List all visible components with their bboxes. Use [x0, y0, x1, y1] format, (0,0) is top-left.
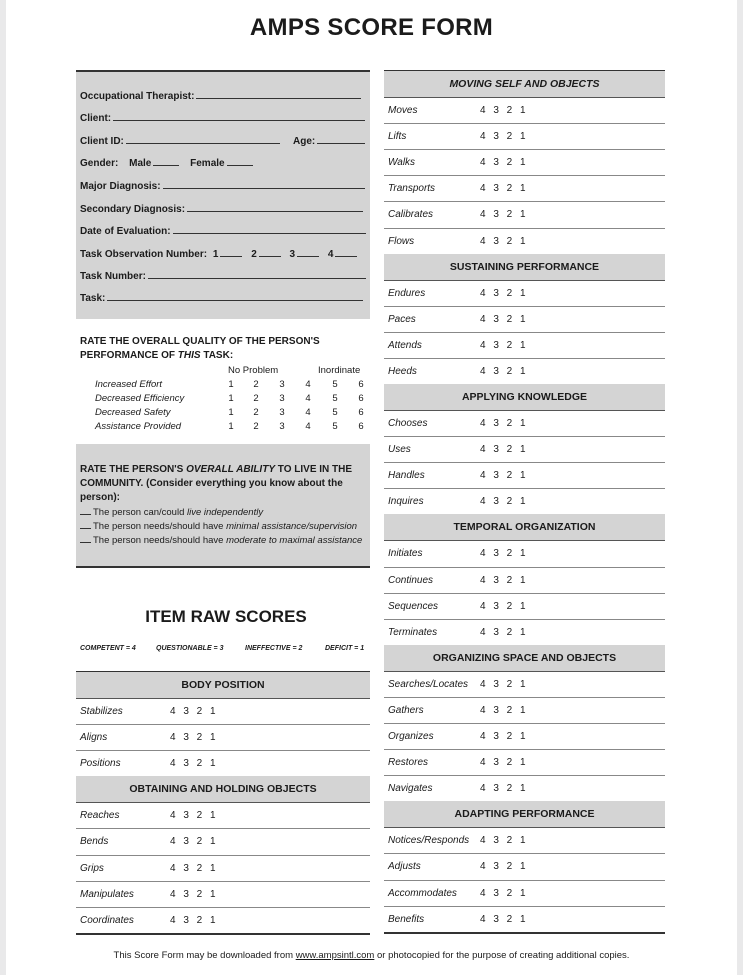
item-label: Stabilizes [80, 706, 123, 717]
item-label: Walks [388, 157, 416, 169]
ability-option-prefix: The person needs/should have [93, 535, 227, 546]
quality-rating-option[interactable]: 4 [305, 421, 311, 432]
item-label: Grips [80, 862, 104, 874]
footer-link[interactable]: www.ampsintl.com [295, 950, 375, 961]
item-raw-scores-heading: ITEM RAW SCORES [145, 607, 307, 626]
item-score-options[interactable]: 4 3 2 1 [480, 574, 526, 586]
item-score-options[interactable]: 4 3 2 1 [480, 496, 526, 508]
score-key-item: DEFICIT = 1 [325, 645, 365, 652]
item-score-options[interactable]: 4 3 2 1 [480, 365, 526, 377]
task-field[interactable] [107, 299, 363, 301]
item-score-options[interactable]: 4 3 2 1 [480, 287, 526, 299]
item-score-options[interactable]: 4 3 2 1 [480, 626, 526, 638]
ability-option[interactable] [80, 506, 263, 518]
row-rule [76, 907, 370, 908]
overall-ability-heading-3: person): [80, 492, 120, 503]
ability-option-level: minimal assistance/supervision [226, 521, 358, 532]
gender-label: Gender: Male Female [80, 158, 253, 169]
major-diagnosis-field[interactable] [163, 187, 365, 189]
quality-rating-option[interactable]: 2 [253, 379, 259, 390]
item-label: Flows [388, 235, 415, 247]
overall-ability-box [76, 444, 370, 566]
section-header: SUSTAINING PERFORMANCE [449, 260, 600, 273]
section-header: APPLYING KNOWLEDGE [461, 391, 588, 403]
section-header: OBTAINING AND HOLDING OBJECTS [129, 783, 317, 796]
item-label: Notices/Responds [388, 835, 470, 847]
ability-option-prefix: The person needs/should have [93, 521, 227, 532]
item-label: Chooses [388, 418, 428, 429]
item-label: Searches/Locates [388, 678, 469, 690]
item-label: Organizes [388, 731, 434, 742]
row-rule [76, 750, 370, 751]
item-label: Manipulates [80, 888, 134, 900]
item-score-options[interactable]: 4 3 2 1 [480, 183, 526, 195]
overall-quality-heading-2: PERFORMANCE OF THIS TASK: [80, 350, 234, 361]
item-score-options[interactable]: 4 3 2 1 [480, 913, 526, 925]
ability-checkbox-blank[interactable] [80, 520, 91, 529]
row-rule [384, 201, 665, 202]
age-field[interactable] [317, 142, 365, 144]
overall-ability-bottom-rule [76, 566, 370, 568]
item-score-options[interactable]: 4 3 2 1 [480, 209, 526, 221]
age-label: Age: [293, 136, 365, 147]
form-title: AMPS SCORE FORM [249, 14, 494, 41]
quality-rating-option[interactable]: 6 [358, 393, 364, 404]
item-score-options[interactable]: 4 3 2 1 [170, 810, 216, 822]
item-label: Moves [388, 105, 418, 116]
item-score-options[interactable]: 4 3 2 1 [170, 862, 216, 874]
item-score-options[interactable]: 4 3 2 1 [480, 835, 526, 847]
item-score-options[interactable]: 4 3 2 1 [480, 757, 526, 769]
row-rule [384, 567, 665, 568]
row-rule [76, 724, 370, 725]
section-header: ORGANIZING SPACE AND OBJECTS [432, 651, 617, 664]
row-rule [384, 462, 665, 463]
ability-option[interactable] [80, 534, 362, 546]
quality-rating-option[interactable]: 1 [228, 407, 234, 418]
row-rule [384, 228, 665, 229]
item-label: Endures [388, 287, 426, 299]
row-rule [384, 358, 665, 359]
row-rule [384, 306, 665, 307]
item-label: Aligns [80, 732, 108, 744]
client-info-top-rule [76, 70, 370, 72]
quality-rating-option[interactable]: 3 [279, 393, 285, 404]
quality-rating-option[interactable]: 5 [332, 421, 338, 432]
item-label: Attends [388, 339, 422, 351]
section-rule [384, 410, 665, 411]
quality-rating-option[interactable]: 4 [305, 407, 311, 418]
quality-rating-option[interactable]: 5 [332, 407, 338, 418]
row-rule [384, 332, 665, 333]
table-bottom-rule [384, 932, 665, 934]
item-score-options[interactable]: 4 3 2 1 [170, 888, 216, 900]
item-score-options[interactable]: 4 3 2 1 [170, 732, 216, 744]
overall-ability-heading-1: RATE THE PERSON'S OVERALL ABILITY TO LIVE IN THE [80, 464, 353, 475]
quality-rating-option[interactable]: 5 [332, 393, 338, 404]
quality-rating-option[interactable]: 6 [358, 379, 364, 390]
section-header: MOVING SELF AND OBJECTS [449, 78, 600, 90]
quality-rating-option[interactable]: 1 [228, 379, 234, 390]
female-field[interactable] [227, 164, 253, 166]
item-score-options[interactable]: 4 3 2 1 [480, 861, 526, 873]
male-field[interactable] [153, 164, 179, 166]
item-score-options[interactable]: 4 3 2 1 [480, 600, 526, 612]
no-problem-label: No Problem [228, 365, 279, 376]
item-label: Reaches [80, 810, 120, 822]
item-label: Benefits [388, 913, 425, 925]
quality-rating-option[interactable]: 1 [228, 393, 234, 404]
item-label: Adjusts [388, 861, 421, 873]
section-rule [384, 280, 665, 281]
occupational-therapist-label: Occupational Therapist: [80, 91, 361, 102]
secondary-diagnosis-field[interactable] [187, 210, 363, 212]
row-rule [384, 488, 665, 489]
row-rule [384, 723, 665, 724]
item-score-options[interactable]: 4 3 2 1 [480, 339, 526, 351]
row-rule [384, 749, 665, 750]
client-id-label: Client ID: [80, 136, 280, 147]
table-bottom-rule [76, 933, 370, 935]
item-label: Bends [80, 836, 109, 848]
item-score-options[interactable]: 4 3 2 1 [170, 836, 216, 848]
score-key-item: INEFFECTIVE = 2 [245, 645, 303, 652]
item-label: Uses [388, 444, 411, 456]
item-label: Sequences [388, 600, 439, 612]
quality-item-label: Decreased Safety [95, 407, 171, 418]
row-rule [384, 149, 665, 150]
item-score-options[interactable]: 4 3 2 1 [480, 470, 526, 482]
section-header: ADAPTING PERFORMANCE [454, 808, 595, 821]
task-observation-number-label: Task Observation Number: 1 2 3 4 [80, 249, 357, 260]
row-rule [384, 619, 665, 620]
overall-ability-heading-2: COMMUNITY. (Consider everything you know about the [80, 478, 343, 489]
quality-rating-option[interactable]: 4 [305, 379, 311, 390]
quality-rating-option[interactable]: 3 [279, 379, 285, 390]
section-rule [384, 827, 665, 828]
score-key-item: COMPETENT = 4 [80, 645, 136, 652]
row-rule [384, 906, 665, 907]
item-score-options[interactable]: 4 3 2 1 [480, 678, 526, 690]
item-score-options[interactable]: 4 3 2 1 [480, 157, 526, 169]
task-number-field[interactable] [148, 277, 366, 279]
obs-3-field[interactable] [297, 255, 319, 257]
obs-1-field[interactable] [220, 255, 242, 257]
item-label: Inquires [388, 496, 424, 508]
item-score-options[interactable]: 4 3 2 1 [480, 704, 526, 716]
date-of-evaluation-label: Date of Evaluation: [80, 226, 366, 237]
section-rule [384, 97, 665, 98]
client-id-field[interactable] [126, 142, 280, 144]
quality-rating-option[interactable]: 2 [253, 421, 259, 432]
footer-note: This Score Form may be downloaded from www.ampsintl.com or photocopied for the purpose of creating additional copies. [113, 950, 630, 961]
occupational-therapist-field[interactable] [196, 97, 361, 99]
major-diagnosis-label: Major Diagnosis: [80, 181, 365, 192]
item-label: Navigates [388, 783, 433, 795]
item-score-options[interactable]: 4 3 2 1 [170, 914, 216, 926]
row-rule [384, 436, 665, 437]
item-score-options[interactable]: 4 3 2 1 [170, 758, 216, 770]
item-score-options[interactable]: 4 3 2 1 [480, 235, 526, 247]
section-header: TEMPORAL ORGANIZATION [453, 521, 596, 534]
item-label: Calibrates [388, 209, 434, 221]
row-rule [76, 881, 370, 882]
ability-option-prefix: The person can/could [93, 507, 188, 518]
item-label: Restores [388, 757, 429, 769]
item-label: Handles [388, 470, 425, 482]
client-label: Client: [80, 113, 365, 124]
row-rule [384, 697, 665, 698]
ability-checkbox-blank[interactable] [80, 534, 91, 543]
ability-option[interactable] [80, 520, 357, 532]
row-rule [76, 828, 370, 829]
item-score-options[interactable]: 4 3 2 1 [480, 444, 526, 456]
quality-item-label: Decreased Efficiency [95, 393, 185, 404]
ability-checkbox-blank[interactable] [80, 506, 91, 515]
quality-rating-option[interactable]: 4 [305, 393, 311, 404]
quality-rating-option[interactable]: 1 [228, 421, 234, 432]
item-score-options[interactable]: 4 3 2 1 [480, 548, 526, 560]
item-label: Coordinates [80, 914, 134, 926]
quality-rating-option[interactable]: 2 [253, 393, 259, 404]
item-score-options[interactable]: 4 3 2 1 [480, 105, 526, 116]
quality-item-label: Assistance Provided [95, 421, 182, 432]
row-rule [384, 853, 665, 854]
score-key-item: QUESTIONABLE = 3 [156, 645, 224, 652]
quality-rating-option[interactable]: 5 [332, 379, 338, 390]
item-score-options[interactable]: 4 3 2 1 [480, 313, 526, 325]
item-label: Heeds [388, 365, 417, 377]
item-score-options[interactable]: 4 3 2 1 [480, 887, 526, 899]
ability-option-level: moderate to maximal assistance [226, 535, 363, 546]
task-label: Task: [80, 293, 363, 304]
row-rule [384, 175, 665, 176]
item-label: Initiates [388, 548, 423, 560]
section-rule [76, 802, 370, 803]
item-label: Accommodates [388, 887, 457, 899]
row-rule [384, 593, 665, 594]
item-label: Terminates [388, 626, 438, 638]
client-field[interactable] [113, 119, 365, 121]
quality-rating-option[interactable]: 2 [253, 407, 259, 418]
quality-rating-option[interactable]: 3 [279, 407, 285, 418]
obs-2-field[interactable] [259, 255, 281, 257]
quality-rating-option[interactable]: 6 [358, 407, 364, 418]
date-of-evaluation-field[interactable] [173, 232, 366, 234]
item-score-options[interactable]: 4 3 2 1 [480, 418, 526, 429]
item-score-options[interactable]: 4 3 2 1 [170, 706, 216, 717]
section-rule [384, 540, 665, 541]
item-label: Transports [388, 183, 436, 195]
section-rule [384, 671, 665, 672]
row-rule [384, 123, 665, 124]
obs-4-field[interactable] [335, 255, 357, 257]
section-header: BODY POSITION [181, 679, 265, 691]
item-label: Gathers [388, 704, 424, 716]
item-label: Paces [388, 313, 416, 325]
quality-rating-option[interactable]: 3 [279, 421, 285, 432]
item-score-options[interactable]: 4 3 2 1 [480, 131, 526, 143]
quality-rating-option[interactable]: 6 [358, 421, 364, 432]
ability-option-level: live independently [187, 507, 264, 518]
row-rule [384, 775, 665, 776]
row-rule [384, 880, 665, 881]
section-rule [76, 698, 370, 699]
inordinate-label: Inordinate [318, 365, 361, 376]
quality-item-label: Increased Effort [95, 379, 163, 390]
item-label: Positions [80, 758, 121, 770]
task-number-label: Task Number: [80, 271, 366, 282]
secondary-diagnosis-label: Secondary Diagnosis: [80, 204, 363, 215]
row-rule [76, 855, 370, 856]
item-label: Lifts [388, 131, 407, 143]
item-score-options[interactable]: 4 3 2 1 [480, 783, 526, 795]
item-score-options[interactable]: 4 3 2 1 [480, 731, 526, 742]
item-label: Continues [388, 574, 434, 586]
overall-quality-heading-1: RATE THE OVERALL QUALITY OF THE PERSON'S [80, 336, 320, 347]
